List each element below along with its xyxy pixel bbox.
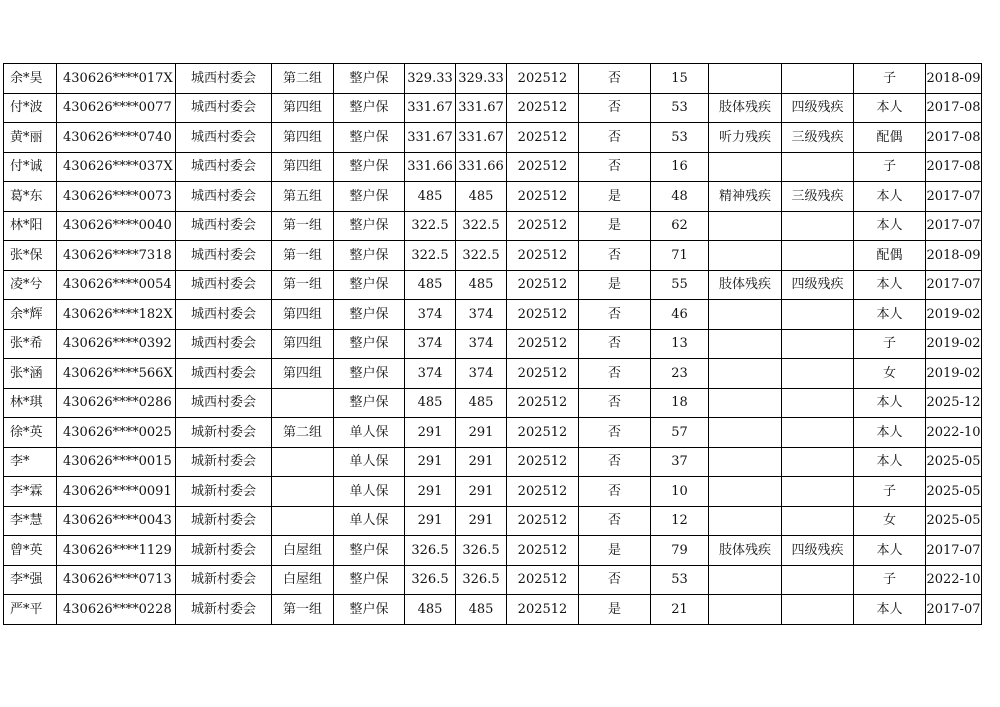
table-cell: 李*霖 — [4, 477, 57, 507]
table-cell: 2019-02 — [926, 359, 982, 389]
table-cell: 第四组 — [272, 300, 334, 330]
table-cell — [709, 300, 782, 330]
table-cell: 整户保 — [334, 595, 405, 625]
table-cell: 430626****0091 — [57, 477, 176, 507]
table-cell: 城西村委会 — [176, 211, 272, 241]
table-cell: 白屋组 — [272, 536, 334, 566]
table-cell: 485 — [456, 182, 507, 212]
table-cell: 430626****0392 — [57, 329, 176, 359]
table-cell — [272, 477, 334, 507]
table-cell: 2017-08 — [926, 123, 982, 153]
table-cell: 430626****0073 — [57, 182, 176, 212]
table-cell — [782, 506, 854, 536]
table-cell: 子 — [854, 64, 926, 94]
table-cell: 2017-07 — [926, 182, 982, 212]
table-cell: 是 — [579, 211, 651, 241]
table-cell: 291 — [456, 418, 507, 448]
table-cell: 485 — [456, 595, 507, 625]
table-cell: 三级残疾 — [782, 123, 854, 153]
table-cell: 葛*东 — [4, 182, 57, 212]
table-cell: 第四组 — [272, 123, 334, 153]
table-cell: 听力残疾 — [709, 123, 782, 153]
table-cell: 配偶 — [854, 241, 926, 271]
table-cell: 326.5 — [456, 565, 507, 595]
table-cell: 430626****0286 — [57, 388, 176, 418]
table-cell: 子 — [854, 329, 926, 359]
table-cell: 430626****0713 — [57, 565, 176, 595]
table-cell — [709, 418, 782, 448]
table-cell: 202512 — [507, 241, 579, 271]
table-cell — [782, 595, 854, 625]
table-cell: 否 — [579, 152, 651, 182]
table-cell: 整户保 — [334, 93, 405, 123]
table-cell: 林*阳 — [4, 211, 57, 241]
table-cell: 第四组 — [272, 359, 334, 389]
table-cell — [782, 211, 854, 241]
table-cell: 否 — [579, 506, 651, 536]
table-cell — [272, 506, 334, 536]
table-cell: 2018-09 — [926, 241, 982, 271]
table-cell — [782, 329, 854, 359]
table-cell: 12 — [651, 506, 709, 536]
table-cell: 2025-05 — [926, 506, 982, 536]
table-cell: 430626****7318 — [57, 241, 176, 271]
table-cell: 322.5 — [456, 211, 507, 241]
table-cell: 202512 — [507, 359, 579, 389]
table-cell: 城西村委会 — [176, 270, 272, 300]
table-cell: 是 — [579, 536, 651, 566]
table-row — [4, 329, 982, 359]
table-cell: 第四组 — [272, 152, 334, 182]
table-cell: 374 — [405, 300, 456, 330]
table-row — [4, 477, 982, 507]
table-cell: 202512 — [507, 211, 579, 241]
table-cell: 430626****0015 — [57, 447, 176, 477]
table-cell: 202512 — [507, 123, 579, 153]
table-cell: 430626****037X — [57, 152, 176, 182]
table-cell: 326.5 — [405, 565, 456, 595]
table-cell — [709, 329, 782, 359]
table-cell: 430626****1129 — [57, 536, 176, 566]
table-cell: 485 — [456, 270, 507, 300]
table-cell: 余*昊 — [4, 64, 57, 94]
table-cell: 第四组 — [272, 329, 334, 359]
table-cell: 202512 — [507, 152, 579, 182]
table-cell: 331.66 — [456, 152, 507, 182]
table-cell — [782, 477, 854, 507]
table-cell: 326.5 — [456, 536, 507, 566]
table-cell: 329.33 — [405, 64, 456, 94]
table-cell: 202512 — [507, 270, 579, 300]
table-cell: 331.67 — [405, 123, 456, 153]
table-cell: 否 — [579, 300, 651, 330]
table-cell: 291 — [456, 506, 507, 536]
table-cell — [782, 300, 854, 330]
table-cell: 曾*英 — [4, 536, 57, 566]
table-cell: 城新村委会 — [176, 477, 272, 507]
table-cell: 53 — [651, 565, 709, 595]
table-cell: 57 — [651, 418, 709, 448]
table-cell: 配偶 — [854, 123, 926, 153]
table-row — [4, 447, 982, 477]
table-cell: 子 — [854, 477, 926, 507]
table-cell — [709, 388, 782, 418]
table-cell: 23 — [651, 359, 709, 389]
table-cell: 第二组 — [272, 64, 334, 94]
table-cell: 本人 — [854, 418, 926, 448]
table-cell — [709, 447, 782, 477]
table-cell: 否 — [579, 388, 651, 418]
table-row — [4, 595, 982, 625]
table-cell — [709, 152, 782, 182]
table-cell: 城新村委会 — [176, 447, 272, 477]
table-cell: 37 — [651, 447, 709, 477]
table-cell: 本人 — [854, 211, 926, 241]
table-cell: 2025-05 — [926, 447, 982, 477]
table-cell: 整户保 — [334, 182, 405, 212]
table-cell: 202512 — [507, 93, 579, 123]
table-cell: 第一组 — [272, 595, 334, 625]
table-cell: 202512 — [507, 388, 579, 418]
table-cell: 2022-10 — [926, 565, 982, 595]
table-cell: 79 — [651, 536, 709, 566]
table-cell: 430626****0025 — [57, 418, 176, 448]
table-cell: 331.67 — [456, 93, 507, 123]
table-cell: 329.33 — [456, 64, 507, 94]
table-cell — [709, 565, 782, 595]
table-cell — [709, 359, 782, 389]
table-cell: 单人保 — [334, 447, 405, 477]
table-cell: 202512 — [507, 300, 579, 330]
table-cell: 291 — [456, 447, 507, 477]
table-cell: 余*辉 — [4, 300, 57, 330]
table-cell: 202512 — [507, 447, 579, 477]
table-cell: 331.66 — [405, 152, 456, 182]
table-cell: 291 — [405, 477, 456, 507]
table-cell: 374 — [456, 300, 507, 330]
table-cell: 李*慧 — [4, 506, 57, 536]
table-cell: 子 — [854, 565, 926, 595]
table-cell: 三级残疾 — [782, 182, 854, 212]
table-cell: 202512 — [507, 418, 579, 448]
table-cell: 女 — [854, 359, 926, 389]
table-cell: 整户保 — [334, 241, 405, 271]
table-cell: 374 — [405, 359, 456, 389]
table-cell: 城西村委会 — [176, 182, 272, 212]
table-cell: 第五组 — [272, 182, 334, 212]
table-cell: 否 — [579, 93, 651, 123]
table-cell: 485 — [405, 388, 456, 418]
table-cell: 485 — [456, 388, 507, 418]
table-cell: 黄*丽 — [4, 123, 57, 153]
table-cell: 202512 — [507, 64, 579, 94]
table-cell: 整户保 — [334, 64, 405, 94]
table-cell: 71 — [651, 241, 709, 271]
table-row — [4, 359, 982, 389]
table-cell: 430626****0040 — [57, 211, 176, 241]
table-cell: 430626****0740 — [57, 123, 176, 153]
table-row — [4, 300, 982, 330]
table-cell: 四级残疾 — [782, 270, 854, 300]
table-cell: 本人 — [854, 93, 926, 123]
table-cell: 否 — [579, 64, 651, 94]
table-cell — [782, 388, 854, 418]
table-cell: 城新村委会 — [176, 536, 272, 566]
table-cell: 2025-05 — [926, 477, 982, 507]
table-cell — [272, 388, 334, 418]
table-cell: 整户保 — [334, 152, 405, 182]
table-cell: 城西村委会 — [176, 123, 272, 153]
table-cell: 430626****0228 — [57, 595, 176, 625]
table-cell: 430626****017X — [57, 64, 176, 94]
table-cell: 单人保 — [334, 506, 405, 536]
table-cell: 331.67 — [456, 123, 507, 153]
table-cell: 18 — [651, 388, 709, 418]
table-cell: 是 — [579, 595, 651, 625]
table-cell: 城西村委会 — [176, 388, 272, 418]
table-cell: 62 — [651, 211, 709, 241]
table-cell: 城新村委会 — [176, 595, 272, 625]
table-cell: 326.5 — [405, 536, 456, 566]
table-cell: 46 — [651, 300, 709, 330]
table-cell: 本人 — [854, 300, 926, 330]
table-cell: 291 — [405, 447, 456, 477]
table-cell — [709, 64, 782, 94]
table-cell: 本人 — [854, 536, 926, 566]
table-cell: 否 — [579, 477, 651, 507]
table-cell — [782, 359, 854, 389]
table-cell: 本人 — [854, 595, 926, 625]
table-cell: 否 — [579, 447, 651, 477]
table-row — [4, 211, 982, 241]
table-row — [4, 93, 982, 123]
table-cell — [709, 595, 782, 625]
records-table — [3, 63, 982, 625]
table-row — [4, 536, 982, 566]
table-cell: 肢体残疾 — [709, 536, 782, 566]
table-cell: 374 — [456, 359, 507, 389]
table-row — [4, 182, 982, 212]
table-cell: 整户保 — [334, 300, 405, 330]
table-cell — [782, 152, 854, 182]
table-cell: 本人 — [854, 182, 926, 212]
table-cell: 322.5 — [405, 241, 456, 271]
table-cell: 2019-02 — [926, 300, 982, 330]
table-cell: 21 — [651, 595, 709, 625]
table-cell: 2017-07 — [926, 536, 982, 566]
table-cell: 整户保 — [334, 123, 405, 153]
table-cell: 本人 — [854, 447, 926, 477]
table-cell: 张*涵 — [4, 359, 57, 389]
table-cell: 严*平 — [4, 595, 57, 625]
table-cell: 城西村委会 — [176, 359, 272, 389]
table-cell: 否 — [579, 241, 651, 271]
table-cell: 485 — [405, 182, 456, 212]
table-cell: 第一组 — [272, 270, 334, 300]
table-cell: 2017-08 — [926, 93, 982, 123]
table-cell: 第二组 — [272, 418, 334, 448]
table-cell: 第一组 — [272, 211, 334, 241]
table-cell: 202512 — [507, 182, 579, 212]
table-cell: 202512 — [507, 536, 579, 566]
table-cell: 女 — [854, 506, 926, 536]
table-cell: 202512 — [507, 329, 579, 359]
table-row — [4, 152, 982, 182]
table-row — [4, 64, 982, 94]
table-cell: 整户保 — [334, 565, 405, 595]
table-cell: 否 — [579, 359, 651, 389]
table-cell: 374 — [456, 329, 507, 359]
table-cell — [709, 506, 782, 536]
table-cell — [709, 477, 782, 507]
table-cell: 202512 — [507, 595, 579, 625]
table-row — [4, 418, 982, 448]
table-cell: 2018-09 — [926, 64, 982, 94]
table-cell: 48 — [651, 182, 709, 212]
table-cell: 李*强 — [4, 565, 57, 595]
table-cell: 否 — [579, 123, 651, 153]
table-row — [4, 123, 982, 153]
table-cell — [782, 447, 854, 477]
table-cell: 291 — [405, 506, 456, 536]
table-row — [4, 565, 982, 595]
table-cell: 485 — [405, 270, 456, 300]
table-cell: 10 — [651, 477, 709, 507]
table-cell: 张*保 — [4, 241, 57, 271]
table-cell: 202512 — [507, 506, 579, 536]
table-cell: 城新村委会 — [176, 565, 272, 595]
table-cell: 53 — [651, 93, 709, 123]
table-cell: 整户保 — [334, 270, 405, 300]
table-cell: 徐*英 — [4, 418, 57, 448]
table-cell: 430626****566X — [57, 359, 176, 389]
table-cell: 430626****182X — [57, 300, 176, 330]
table-cell: 整户保 — [334, 536, 405, 566]
table-cell: 精神残疾 — [709, 182, 782, 212]
table-cell: 291 — [456, 477, 507, 507]
table-cell: 2019-02 — [926, 329, 982, 359]
table-cell: 本人 — [854, 388, 926, 418]
table-cell: 是 — [579, 182, 651, 212]
table-cell — [782, 565, 854, 595]
table-cell: 城新村委会 — [176, 506, 272, 536]
table-cell: 202512 — [507, 477, 579, 507]
table-cell: 430626****0043 — [57, 506, 176, 536]
table-cell: 430626****0054 — [57, 270, 176, 300]
table-cell: 单人保 — [334, 418, 405, 448]
table-cell: 城西村委会 — [176, 300, 272, 330]
table-cell: 城西村委会 — [176, 152, 272, 182]
table-cell: 322.5 — [456, 241, 507, 271]
table-cell — [782, 418, 854, 448]
table-cell: 是 — [579, 270, 651, 300]
table-row — [4, 388, 982, 418]
table-cell: 四级残疾 — [782, 536, 854, 566]
table-cell: 城西村委会 — [176, 241, 272, 271]
table-cell: 430626****0077 — [57, 93, 176, 123]
table-cell — [709, 211, 782, 241]
table-cell: 13 — [651, 329, 709, 359]
table-row — [4, 241, 982, 271]
table-cell: 55 — [651, 270, 709, 300]
table-cell: 子 — [854, 152, 926, 182]
table-cell: 李* — [4, 447, 57, 477]
table-cell: 485 — [405, 595, 456, 625]
table-cell: 整户保 — [334, 388, 405, 418]
table-cell: 肢体残疾 — [709, 270, 782, 300]
table-body — [4, 64, 982, 625]
table-cell: 付*波 — [4, 93, 57, 123]
table-cell: 城新村委会 — [176, 418, 272, 448]
table-cell: 张*希 — [4, 329, 57, 359]
table-cell: 付*诚 — [4, 152, 57, 182]
table-cell: 本人 — [854, 270, 926, 300]
table-cell — [709, 241, 782, 271]
table-cell: 林*琪 — [4, 388, 57, 418]
table-cell: 否 — [579, 418, 651, 448]
table-cell: 15 — [651, 64, 709, 94]
table-cell: 单人保 — [334, 477, 405, 507]
table-cell: 第四组 — [272, 93, 334, 123]
table-cell: 整户保 — [334, 211, 405, 241]
table-cell — [782, 241, 854, 271]
table-cell: 城西村委会 — [176, 93, 272, 123]
table-row — [4, 506, 982, 536]
table-cell: 291 — [405, 418, 456, 448]
table-cell: 城西村委会 — [176, 329, 272, 359]
table-cell — [782, 64, 854, 94]
table-cell: 202512 — [507, 565, 579, 595]
table-cell: 整户保 — [334, 329, 405, 359]
table-cell: 白屋组 — [272, 565, 334, 595]
table-cell: 否 — [579, 329, 651, 359]
table-cell: 331.67 — [405, 93, 456, 123]
table-cell: 2025-12 — [926, 388, 982, 418]
table-cell: 肢体残疾 — [709, 93, 782, 123]
table-cell: 四级残疾 — [782, 93, 854, 123]
table-cell: 2017-08 — [926, 152, 982, 182]
table-cell: 城西村委会 — [176, 64, 272, 94]
table-cell: 322.5 — [405, 211, 456, 241]
table-cell: 2022-10 — [926, 418, 982, 448]
table-cell: 否 — [579, 565, 651, 595]
table-cell: 第一组 — [272, 241, 334, 271]
table-cell: 整户保 — [334, 359, 405, 389]
table-cell: 16 — [651, 152, 709, 182]
table-cell: 374 — [405, 329, 456, 359]
table-cell: 凌*兮 — [4, 270, 57, 300]
table-cell: 2017-07 — [926, 595, 982, 625]
table-cell — [272, 447, 334, 477]
table-row — [4, 270, 982, 300]
table-cell: 2017-07 — [926, 211, 982, 241]
table-cell: 2017-07 — [926, 270, 982, 300]
table-cell: 53 — [651, 123, 709, 153]
